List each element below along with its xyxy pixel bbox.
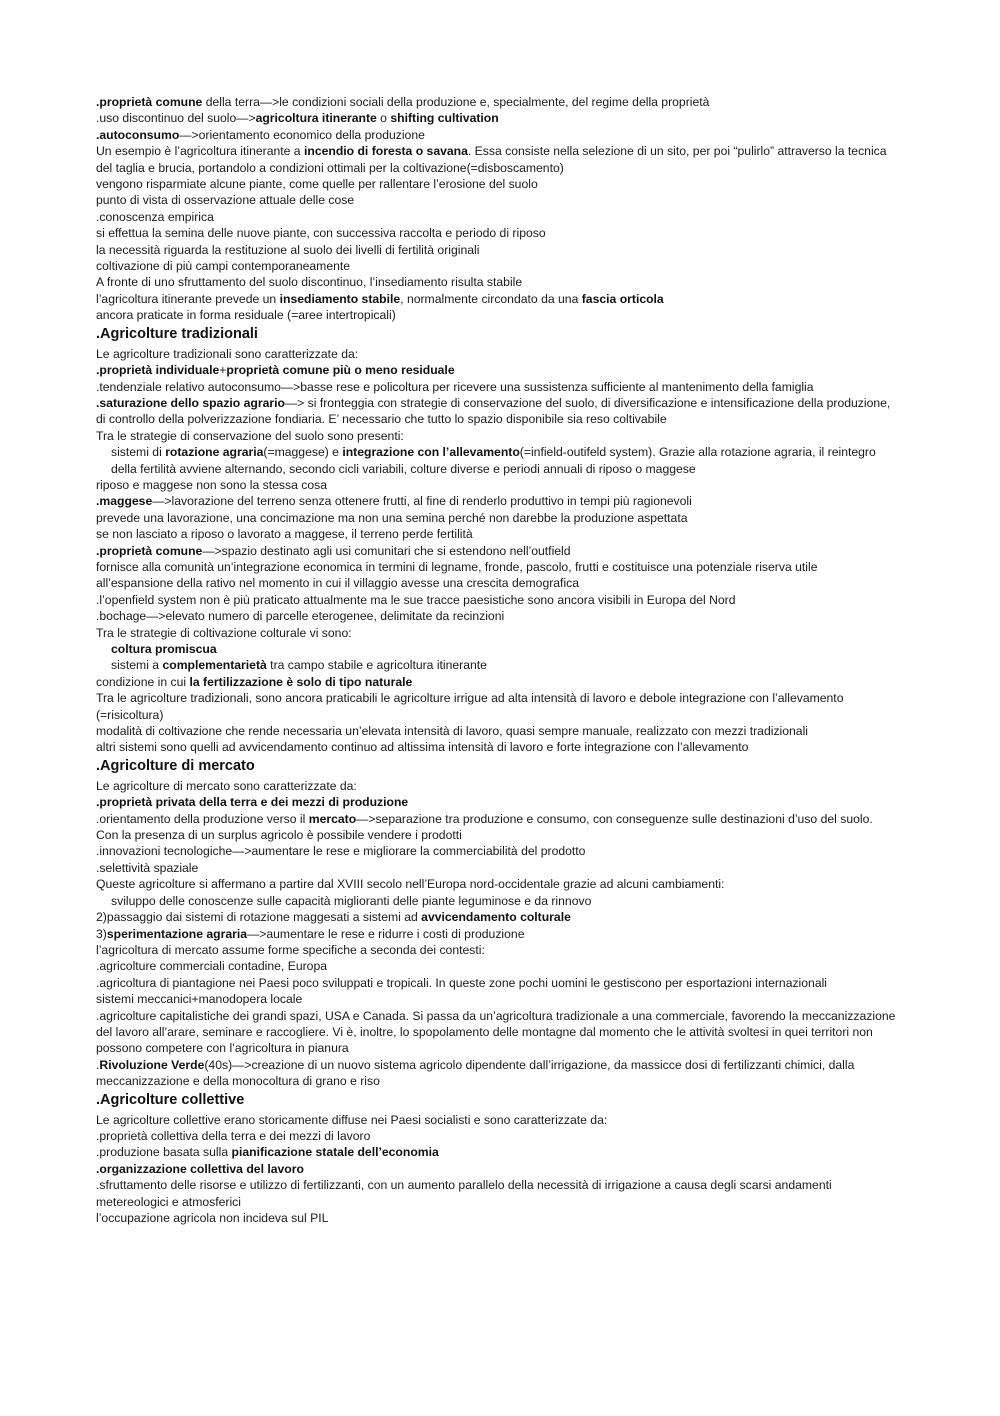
text-run: l’occupazione agricola non incideva sul PIL	[96, 1211, 329, 1225]
bold-term: .proprietà comune	[96, 543, 203, 558]
text-run: fornisce alla comunità un’integrazione economica in termini di legname, fronde, pascolo, frutti e costituisce una potenziale riserva utile all’espansione della rativo nel momento in cui il villaggio avesse una crescita demografica	[96, 559, 818, 591]
text-run: sistemi meccanici+manodopera locale	[96, 992, 303, 1007]
text-run: l’agricoltura itinerante prevede un	[96, 291, 280, 306]
text-line	[96, 444, 896, 477]
bold-term: .autoconsumo	[96, 127, 180, 142]
text-run: condizione in cui	[96, 674, 190, 689]
text-run: .agricolture commerciali contadine, Europa	[96, 959, 327, 974]
text-run: —>separazione tra produzione e consumo, con conseguenze sulle destinazioni d’uso del suolo. Con la presenza di un surplus agricolo è possibile vendere i prodotti	[96, 811, 873, 843]
text-run: sistemi a	[111, 658, 163, 673]
text-run: 3)	[96, 926, 107, 941]
text-line	[96, 225, 896, 241]
bold-term: .proprietà comune	[96, 95, 203, 109]
text-line	[96, 1057, 896, 1090]
text-line	[96, 127, 896, 143]
text-line	[96, 876, 896, 892]
text-run: modalità di coltivazione che rende necessaria un’elevata intensità di lavoro, quasi sempre manuale, realizzato con mezzi tradizionali	[96, 724, 808, 739]
text-line	[96, 143, 896, 176]
text-line	[96, 843, 896, 859]
text-run: .l’openfield system non è più praticato attualmente ma le sue tracce paesistiche sono ancora visibili in Europa del Nord	[96, 592, 736, 607]
text-line	[96, 274, 896, 290]
text-run: Le agricolture di mercato sono caratterizzate da:	[96, 778, 357, 793]
bold-term: shifting cultivation	[390, 111, 499, 126]
text-line	[96, 592, 896, 608]
bold-term: la fertilizzazione è solo di tipo naturale	[189, 674, 413, 689]
text-run: Le agricolture tradizionali sono caratterizzate da:	[96, 346, 359, 361]
bold-term: insediamento stabile	[279, 291, 401, 306]
text-run: della terra—>le condizioni sociali della produzione e, specialmente, del regime della proprietà	[202, 95, 710, 109]
bold-term: avvicendamento colturale	[421, 910, 571, 925]
text-line	[96, 778, 896, 794]
text-run: (=infield-outifeld system). Grazie alla rotazione agraria, il reintegro della fertilità avviene alternando, secondo cicli variabili, colture diverse e periodi annuali di riposo o maggese	[111, 445, 876, 476]
bold-term: .proprietà privata della terra e dei mezzi di produzione	[96, 795, 409, 810]
bold-term: .saturazione dello spazio agrario	[96, 395, 285, 410]
bold-term: .organizzazione collettiva del lavoro	[96, 1161, 304, 1176]
bold-term: proprietà comune più o meno residuale	[226, 363, 455, 378]
text-run: o	[376, 111, 391, 126]
bold-term: .proprietà individuale	[96, 363, 220, 378]
text-run: .	[96, 1057, 100, 1072]
text-run: 2)passaggio dai sistemi di rotazione maggesati a sistemi ad	[96, 910, 422, 925]
text-line	[96, 192, 896, 208]
bold-term: integrazione con l’allevamento	[342, 445, 520, 460]
text-line	[96, 1128, 896, 1144]
text-line	[96, 258, 896, 274]
text-run: .bochage—>elevato numero di parcelle eterogenee, delimitate da recinzioni	[96, 609, 505, 624]
text-line	[96, 379, 896, 395]
text-run: Tra le strategie di conservazione del suolo sono presenti:	[96, 428, 404, 443]
text-run: —>spazio destinato agli usi comunitari che si estendono nell’outfield	[202, 543, 571, 558]
text-line	[96, 1161, 896, 1177]
text-line	[96, 209, 896, 225]
text-line	[96, 307, 896, 323]
text-run: si effettua la semina delle nuove piante, con successiva raccolta e periodo di riposo	[96, 226, 546, 241]
text-run: .orientamento della produzione verso il	[96, 811, 309, 826]
text-run: sistemi di	[111, 445, 166, 460]
section-heading: .Agricolture collettive	[96, 1091, 245, 1108]
text-run: .proprietà collettiva della terra e dei mezzi di lavoro	[96, 1128, 371, 1143]
text-run: .uso discontinuo del suolo—>	[96, 111, 256, 126]
text-line	[96, 926, 896, 942]
text-run: (40s)—>creazione di un nuovo sistema agricolo dipendente dall’irrigazione, da massicce dosi di fertilizzanti chimici, dalla meccanizzazione e della monocoltura di grano e riso	[96, 1057, 855, 1089]
text-line	[96, 794, 896, 810]
text-line	[96, 559, 896, 592]
text-run: punto di vista di osservazione attuale delle cose	[96, 193, 355, 208]
text-line	[96, 346, 896, 362]
text-line	[96, 608, 896, 624]
text-line	[96, 428, 896, 444]
section-heading: .Agricolture tradizionali	[96, 325, 258, 342]
bold-term: agricoltura itinerante	[255, 111, 377, 126]
text-line	[96, 1008, 896, 1057]
text-run: —>lavorazione del terreno senza ottenere frutti, al fine di renderlo produttivo in tempi più ragionevoli	[152, 494, 692, 509]
text-line	[96, 690, 896, 723]
text-run: Le agricolture collettive erano storicamente diffuse nei Paesi socialisti e sono caratterizzate da:	[96, 1112, 608, 1127]
text-line	[96, 291, 896, 307]
text-line	[96, 110, 896, 126]
text-run: ancora praticate in forma residuale (=aree intertropicali)	[96, 308, 396, 323]
bold-term: mercato	[308, 811, 357, 826]
text-line	[96, 641, 896, 657]
text-line	[96, 543, 896, 559]
text-line	[96, 860, 896, 876]
text-line	[96, 1177, 896, 1210]
text-line	[96, 739, 896, 755]
bold-term: incendio di foresta o savana	[303, 144, 468, 159]
text-line	[96, 991, 896, 1007]
text-line	[96, 909, 896, 925]
section-heading: .Agricolture di mercato	[96, 757, 255, 774]
text-line	[96, 1210, 896, 1226]
text-line	[96, 674, 896, 690]
text-run: .sfruttamento delle risorse e utilizzo di fertilizzanti, con un aumento parallelo della necessità di irrigazione a causa degli scarsi andamenti metereologici e atmosferici	[96, 1178, 832, 1209]
text-run: tra campo stabile e agricoltura itinerante	[266, 658, 487, 673]
text-line	[96, 723, 896, 739]
text-run: Tra le strategie di coltivazione colturale vi sono:	[96, 625, 352, 640]
bold-term: .maggese	[96, 494, 153, 509]
text-line	[96, 657, 896, 673]
text-line	[96, 242, 896, 258]
text-run: la necessità riguarda la restituzione al suolo dei livelli di fertilità originali	[96, 242, 480, 257]
text-line	[96, 942, 896, 958]
text-run: . Essa consiste nella selezione di un sito, per poi “pulirlo” attraverso la tecnica del taglia e brucia, portandolo a condizioni ottimali per la coltivazione(=disboscamento)	[96, 144, 887, 175]
text-run: A fronte di uno sfruttamento del suolo discontinuo, l’insediamento risulta stabile	[96, 275, 523, 290]
text-line	[96, 625, 896, 641]
bold-term: pianificazione statale dell’economia	[231, 1145, 439, 1160]
text-run: altri sistemi sono quelli ad avvicendamento continuo ad altissima intensità di lavoro e forte integrazione con l’allevamento	[96, 740, 749, 755]
text-run: .produzione basata sulla	[96, 1145, 232, 1160]
text-line	[96, 510, 896, 526]
text-run: —> si fronteggia con strategie di conservazione del suolo, di diversificazione e intensificazione della produzione, di controllo della polverizzazione fondiaria. E’ necessario che tutto lo spazio disponibile sia reso coltivabile	[96, 395, 891, 427]
text-run: prevede una lavorazione, una concimazione ma non una semina perché non darebbe la produzione aspettata	[96, 510, 688, 525]
text-run: l’agricoltura di mercato assume forme specifiche a seconda dei contesti:	[96, 942, 485, 957]
text-run: .tendenziale relativo autoconsumo—>basse rese e policoltura per ricevere una sussistenza sufficiente al mantenimento della famiglia	[96, 379, 814, 394]
text-line	[96, 176, 896, 192]
text-line	[96, 493, 896, 509]
text-line	[96, 1144, 896, 1160]
bold-term: fascia orticola	[581, 291, 664, 306]
text-line	[96, 477, 896, 493]
text-run: , normalmente circondato da una	[400, 291, 582, 306]
document-page	[96, 94, 896, 1226]
text-line	[96, 811, 896, 844]
text-run: riposo e maggese non sono la stessa cosa	[96, 477, 328, 492]
bold-term: Rivoluzione Verde	[99, 1057, 205, 1072]
text-run: +	[219, 363, 227, 378]
text-line	[96, 975, 896, 991]
text-line	[96, 958, 896, 974]
text-run: .agricoltura di piantagione nei Paesi poco sviluppati e tropicali. In queste zone pochi uomini le gestiscono per esportazioni internazionali	[96, 975, 828, 990]
bold-term: coltura promiscua	[111, 642, 217, 656]
text-run: Un esempio è l’agricoltura itinerante a	[96, 144, 304, 159]
text-run: —>orientamento economico della produzione	[179, 127, 425, 142]
text-run: .conoscenza empirica	[96, 209, 214, 224]
text-line	[96, 362, 896, 378]
text-run: .agricolture capitalistiche dei grandi spazi, USA e Canada. Si passa da un’agricoltura tradizionale a una commerciale, favorendo la meccanizzazione del lavoro all’arare, seminare e raccogliere. Vi è, inoltre, lo spopolamento delle montagne dal momento che le attività svoltesi in quei territori non possono competere con l’agricoltura in pianura	[96, 1008, 896, 1056]
text-run: —>aumentare le rese e ridurre i costi di produzione	[247, 926, 525, 941]
text-run: Tra le agricolture tradizionali, sono ancora praticabili le agricolture irrigue ad alta intensità di lavoro e debole integrazione con l’allevamento (=risicoltura)	[96, 691, 844, 722]
text-run: .selettività spaziale	[96, 860, 199, 875]
bold-term: sperimentazione agraria	[106, 926, 248, 941]
text-run: se non lasciato a riposo o lavorato a maggese, il terreno perde fertilità	[96, 527, 473, 542]
text-run: vengono risparmiate alcune piante, come quelle per rallentare l’erosione del suolo	[96, 177, 538, 192]
text-run: Queste agricolture si affermano a partire dal XVIII secolo nell’Europa nord-occidentale grazie ad alcuni cambiamenti:	[96, 877, 725, 892]
text-run: (=maggese) e	[263, 445, 343, 460]
text-line	[96, 1112, 896, 1128]
bold-term: complementarietà	[162, 658, 267, 673]
text-line	[96, 526, 896, 542]
text-line	[96, 395, 896, 428]
text-run: .innovazioni tecnologiche—>aumentare le rese e migliorare la commerciabilità del prodotto	[96, 844, 586, 859]
text-run: sviluppo delle conoscenze sulle capacità miglioranti delle piante leguminose e da rinnovo	[111, 893, 592, 908]
text-run: coltivazione di più campi contemporaneamente	[96, 259, 351, 274]
bold-term: rotazione agraria	[165, 445, 264, 460]
text-line	[96, 893, 896, 909]
text-line	[96, 94, 896, 110]
